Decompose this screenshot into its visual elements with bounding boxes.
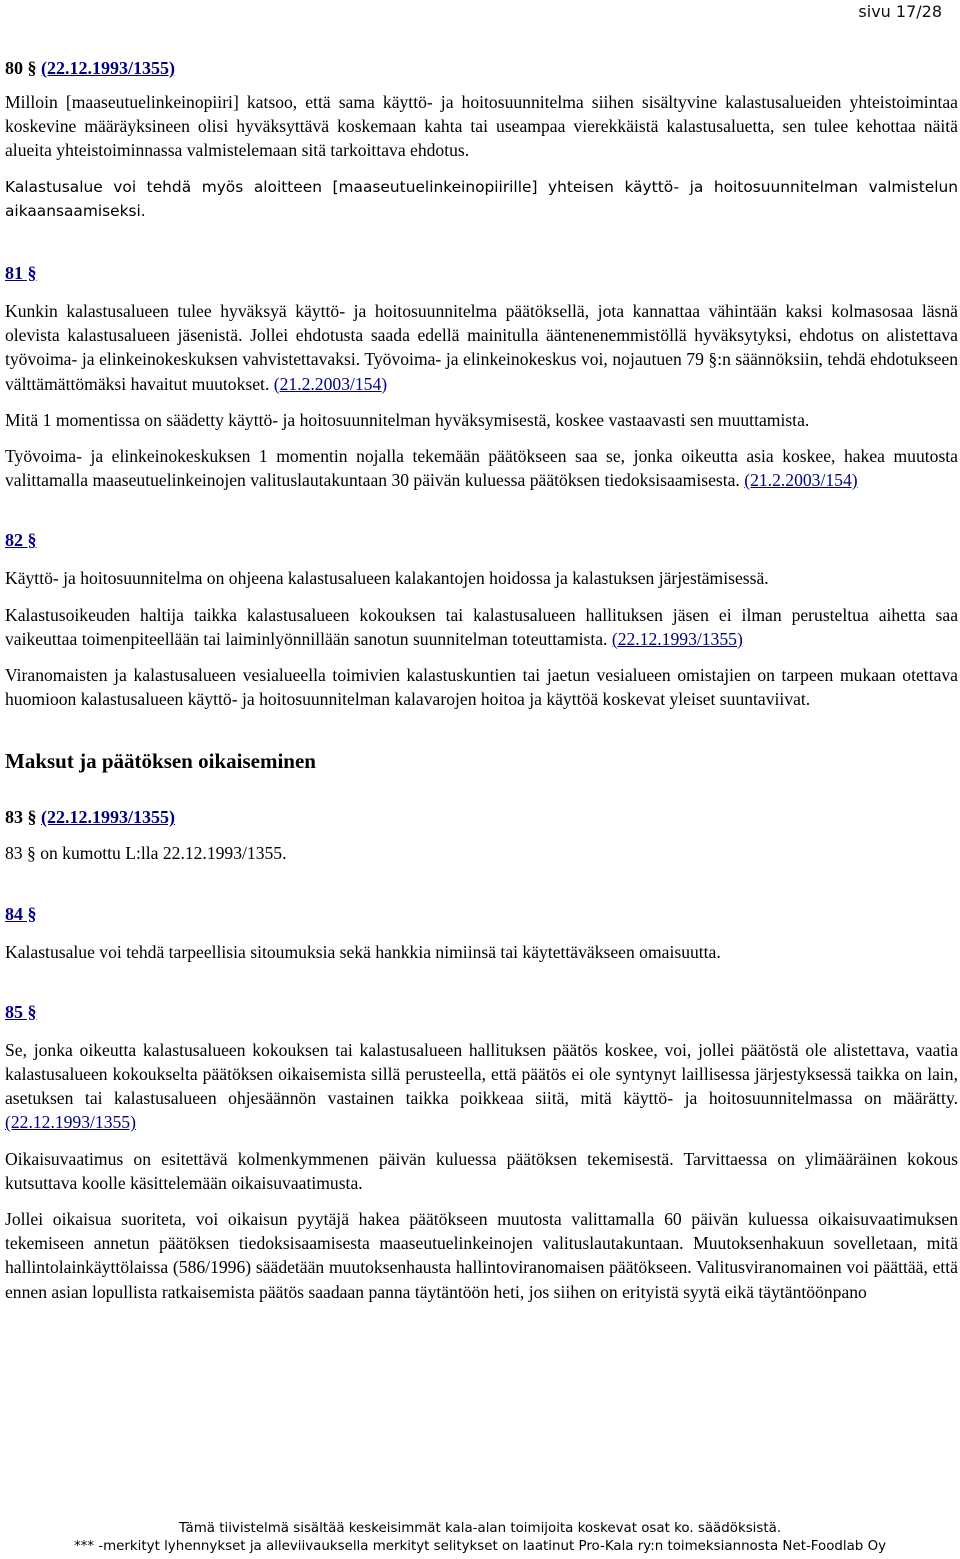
section-80-amendment-link[interactable]: (22.12.1993/1355) [41,58,175,78]
section-81-paragraph-1-text: Kunkin kalastusalueen tulee hyväksyä käyttö- ja hoitosuunnitelma päätöksellä, jota kannattaa vähintään kaksi kolmasosaa läsnä olevista kalastusalueen jäsenistä. Jollei ehdotusta saada edellä mainitulla ääntenenemmistöllä hyväksytyksi, ehdotus on alistettava työvoima- ja elinkeinokeskuksen vahvistettavaksi. Työvoima- ja elinkeinokeskus voi, nojautuen 79 §:n säännöksiin, tehdä ehdotukseen välttämättömäksi havaitut muutokset. [5,301,958,394]
section-82-paragraph-2-amendment-link[interactable]: (22.12.1993/1355) [611,628,743,649]
section-81-link[interactable]: 81 § [5,263,37,284]
section-80-paragraph-1-text: Milloin [maaseutuelinkeinopiiri] katsoo, että sama käyttö- ja hoitosuunnitelma siihen sisältyvine kalastusalueiden yhteistoimintaa koskevine määräyksineen olisi hyväksyttävä koskemaan kahta tai useampaa vierekkäistä kalastusaluetta, sen tulee kehottaa näitä alueita yhteistoiminnassa valmistelemaan sitä tarkoittava ehdotus. [5,92,958,161]
section-83-number: 83 § [5,807,37,828]
section-82-link[interactable]: 82 § [5,530,37,551]
section-83-amendment-link[interactable]: (22.12.1993/1355) [41,807,175,828]
chapter-title: Maksut ja päätöksen oikaiseminen [5,749,316,774]
section-80-paragraph-1 [5,90,958,163]
section-81-paragraph-3 [5,444,958,492]
footer-credits: *** -merkityt lyhennykset ja alleviivauksella merkityt selitykset on laatinut Pro-Kala ry:n toimeksiannosta Net-Foodlab Oy [73,1539,887,1554]
section-81-paragraph-3-amendment-link[interactable]: (21.2.2003/154) [744,470,858,491]
section-84-paragraph-1 [5,940,958,964]
section-85-heading [5,1000,958,1024]
section-82-paragraph-3 [5,663,958,711]
section-83-paragraph-1-text: 83 § on kumottu L:lla 22.12.1993/1355. [5,843,287,864]
section-82-paragraph-1-text: Käyttö- ja hoitosuunnitelma on ohjeena kalastusalueen kalakantojen hoidossa ja kalastuksen järjestämisessä. [5,568,769,589]
section-81-paragraph-2-text: Mitä 1 momentissa on säädetty käyttö- ja hoitosuunnitelman hyväksymisestä, koskee vastaavasti sen muuttamista. [5,409,810,430]
section-81-paragraph-1 [5,299,958,396]
section-85-paragraph-2 [5,1147,958,1195]
section-82-paragraph-1 [5,566,958,590]
section-83-paragraph-1 [5,841,958,865]
section-85-paragraph-1-amendment-link[interactable]: (22.12.1993/1355) [5,1112,136,1133]
section-82-paragraph-2-text: Kalastusoikeuden haltija taikka kalastusalueen kokouksen tai kalastusalueen hallituksen jäsen ei ilman perusteltua aihetta saa vaikeuttaa toimenpiteellään tai laiminlyönnillään sanotun suunnitelman toteuttamista. [5,604,958,649]
section-81-heading [5,261,958,285]
section-84-paragraph-1-text: Kalastusalue voi tehdä tarpeellisia sitoumuksia sekä hankkia nimiinsä tai käytettäväkseen omaisuutta. [5,941,721,962]
document-content [5,56,958,1304]
section-84-link[interactable]: 84 § [5,903,37,924]
section-85-paragraph-1-text: Se, jonka oikeutta kalastusalueen kokouksen tai kalastusalueen hallituksen päätös koskee, voi, jollei päätöstä ole alistettava, vaatia kalastusalueen kokoukselta päätöksen oikaisemista sillä perusteella, että päätös ei ole syntynyt laillisessa järjestyksessä taikka on lain, asetuksen tai kalastusalueen ohjesäännön vastainen taikka poikkeaa siitä, mitä käyttö- ja hoitosuunnitelmassa on määrätty. [5,1039,958,1109]
section-80-number: 80 § [5,58,37,78]
section-81-paragraph-2 [5,408,958,432]
section-82-heading [5,528,958,552]
section-80-paragraph-2 [5,175,958,223]
section-80-heading [5,56,958,80]
section-85-paragraph-3-text: Jollei oikaisua suoriteta, voi oikaisun pyytäjä hakea päätökseen muutosta valittamalla 60 päivän kuluessa oikaisuvaatimuksen tekemiseen annetun päätöksen tiedoksisaamisesta maaseutuelinkeinojen valituslautakuntaan. Muutoksenhakuun sovelletaan, mitä hallintolainkäyttölaissa (586/1996) säädetään muutoksenhausta hallintoviranomaisen päätökseen. Valitusviranomainen voi päättää, että ennen asian lopullista ratkaisemista päätös saadaan panna täytäntöön heti, jos siihen on erityistä syytä eikä täytäntöönpano [5,1209,958,1302]
section-85-link[interactable]: 85 § [5,1001,37,1022]
section-85-paragraph-1 [5,1038,958,1135]
section-80-paragraph-2-text: Kalastusalue voi tehdä myös aloitteen [maaseutuelinkeinopiirille] yhteisen käyttö- ja hoitosuunnitelman valmistelun aikaansaamiseksi. [5,177,958,220]
section-82-paragraph-2 [5,603,958,651]
section-81-paragraph-3-text: Työvoima- ja elinkeinokeskuksen 1 momentin nojalla tekemään päätökseen saa se, jonka oikeutta asia koskee, hakea muutosta valittamalla maaseutuelinkeinojen valituslautakuntaan 30 päivän kuluessa päätöksen tiedoksisaamisesta. [5,446,958,491]
footer-disclaimer: Tämä tiivistelmä sisältää keskeisimmät kala-alan toimijoita koskevat osat ko. säädöksistä. [178,1521,782,1536]
page-number: sivu 17/28 [858,2,942,21]
section-85-paragraph-2-text: Oikaisuvaatimus on esitettävä kolmenkymmenen päivän kuluessa päätöksen tekemisestä. Tarvittaessa on ylimääräinen kokous kutsuttava koolle käsittelemään oikaisuvaatimusta. [5,1148,958,1193]
section-85-paragraph-3 [5,1207,958,1304]
section-84-heading [5,902,958,926]
section-83-heading [5,805,958,829]
section-82-paragraph-3-text: Viranomaisten ja kalastusalueen vesialueella toimivien kalastuskuntien tai jaetun vesialueen omistajien on tarpeen mukaan otettava huomioon kalastusalueen käyttö- ja hoitosuunnitelman kalavarojen hoitoa ja käyttöä koskevat yleiset suuntaviivat. [5,665,958,710]
section-81-paragraph-1-amendment-link[interactable]: (21.2.2003/154) [273,373,388,394]
